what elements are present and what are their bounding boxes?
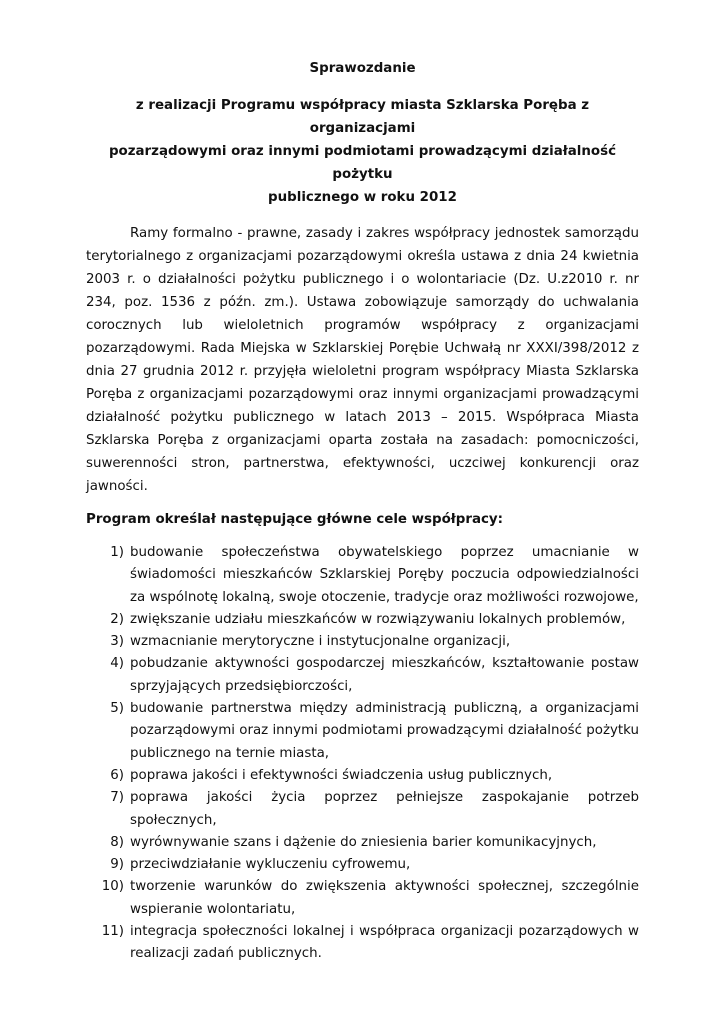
document-title: Sprawozdanie: [309, 61, 416, 76]
list-item: [86, 609, 639, 631]
list-item-text: pobudzanie aktywności gospodarczej mieszkańców, kształtowanie postaw sprzyjających przedsiębiorczości,: [130, 656, 639, 694]
list-item-text: zwiększanie udziału mieszkańców w rozwiązywaniu lokalnych problemów,: [130, 611, 626, 627]
list-item-number: 6): [110, 767, 124, 783]
list-item-number: 4): [110, 656, 124, 672]
list-item-text: budowanie społeczeństwa obywatelskiego poprzez umacnianie w świadomości mieszkańców Szklarskiej Poręby poczucia odpowiedzialności za wspólnotę lokalną, swoje otoczenie, tradycje oraz możliwości rozwojowe,: [130, 545, 639, 605]
list-item-number: 3): [110, 634, 124, 650]
list-item-text: wyrównywanie szans i dążenie do zniesienia barier komunikacyjnych,: [130, 834, 597, 850]
list-item: [86, 876, 639, 921]
list-item: [86, 653, 639, 698]
document-subtitle-line-3: publicznego w roku 2012: [268, 190, 457, 205]
list-item: [86, 542, 639, 609]
list-item-text: wzmacnianie merytoryczne i instytucjonalne organizacji,: [130, 634, 511, 650]
list-item-number: 5): [110, 701, 124, 717]
goals-list: [86, 542, 639, 966]
list-item-text: poprawa jakości i efektywności świadczenia usług publicznych,: [130, 767, 553, 783]
list-item: [86, 787, 639, 832]
list-item-number: 7): [110, 790, 124, 806]
list-item-text: tworzenie warunków do zwiększenia aktywności społecznej, szczególnie wspieranie wolontariatu,: [130, 879, 639, 917]
list-item-text: przeciwdziałanie wykluczeniu cyfrowemu,: [130, 857, 411, 873]
list-item-number: 11): [101, 924, 124, 940]
list-item: [86, 832, 639, 854]
goals-heading: Program określał następujące główne cele współpracy:: [86, 512, 504, 527]
list-item: [86, 765, 639, 787]
list-item: [86, 921, 639, 966]
list-item-text: budowanie partnerstwa między administracją publiczną, a organizacjami pozarządowymi oraz innymi podmiotami prowadzącymi działalność pożytku publicznego na ternie miasta,: [130, 701, 640, 761]
list-item: [86, 854, 639, 876]
list-item-number: 1): [110, 545, 124, 560]
intro-paragraph: Ramy formalno - prawne, zasady i zakres współpracy jednostek samorządu terytorialnego z organizacjami pozarządowymi określa ustawa z dnia 24 kwietnia 2003 r. o działalności pożytku publicznego i o wolontariacie (Dz. U.z2010 r. nr 234, poz. 1536 z późn. zm.). Ustawa zobowiązuje samorządy do uchwalania corocznych lub wieloletnich programów współpracy z organizacjami pozarządowymi. Rada Miejska w Szklarskiej Porębie Uchwałą nr XXXI/398/2012 z dnia 27 grudnia 2012 r. przyjęła wieloletni program współpracy Miasta Szklarska Poręba z organizacjami pozarządowymi oraz innymi organizacjami prowadzącymi działalność pożytku publicznego w latach 2013 – 2015. Współpraca Miasta Szklarska Poręba z organizacjami oparta została na zasadach: pomocniczości, suwerenności stron, partnerstwa, efektywności, uczciwej konkurencji oraz jawności.: [86, 226, 639, 494]
list-item: [86, 698, 639, 765]
title-block: [86, 58, 639, 209]
list-item-number: 2): [110, 611, 124, 627]
list-item-number: 9): [110, 857, 124, 873]
list-item: [86, 631, 639, 653]
list-item-number: 8): [110, 834, 124, 850]
list-item-text: poprawa jakości życia poprzez pełniejsze zaspokajanie potrzeb społecznych,: [130, 790, 639, 828]
document-subtitle-line-2: pozarządowymi oraz innymi podmiotami prowadzącymi działalność pożytku: [108, 144, 617, 182]
document-subtitle-line-1: z realizacji Programu współpracy miasta Szklarska Poręba z organizacjami: [135, 98, 590, 136]
list-item-text: integracja społeczności lokalnej i współpraca organizacji pozarządowych w realizacji zadań publicznych.: [130, 924, 639, 962]
list-item-number: 10): [101, 879, 124, 895]
